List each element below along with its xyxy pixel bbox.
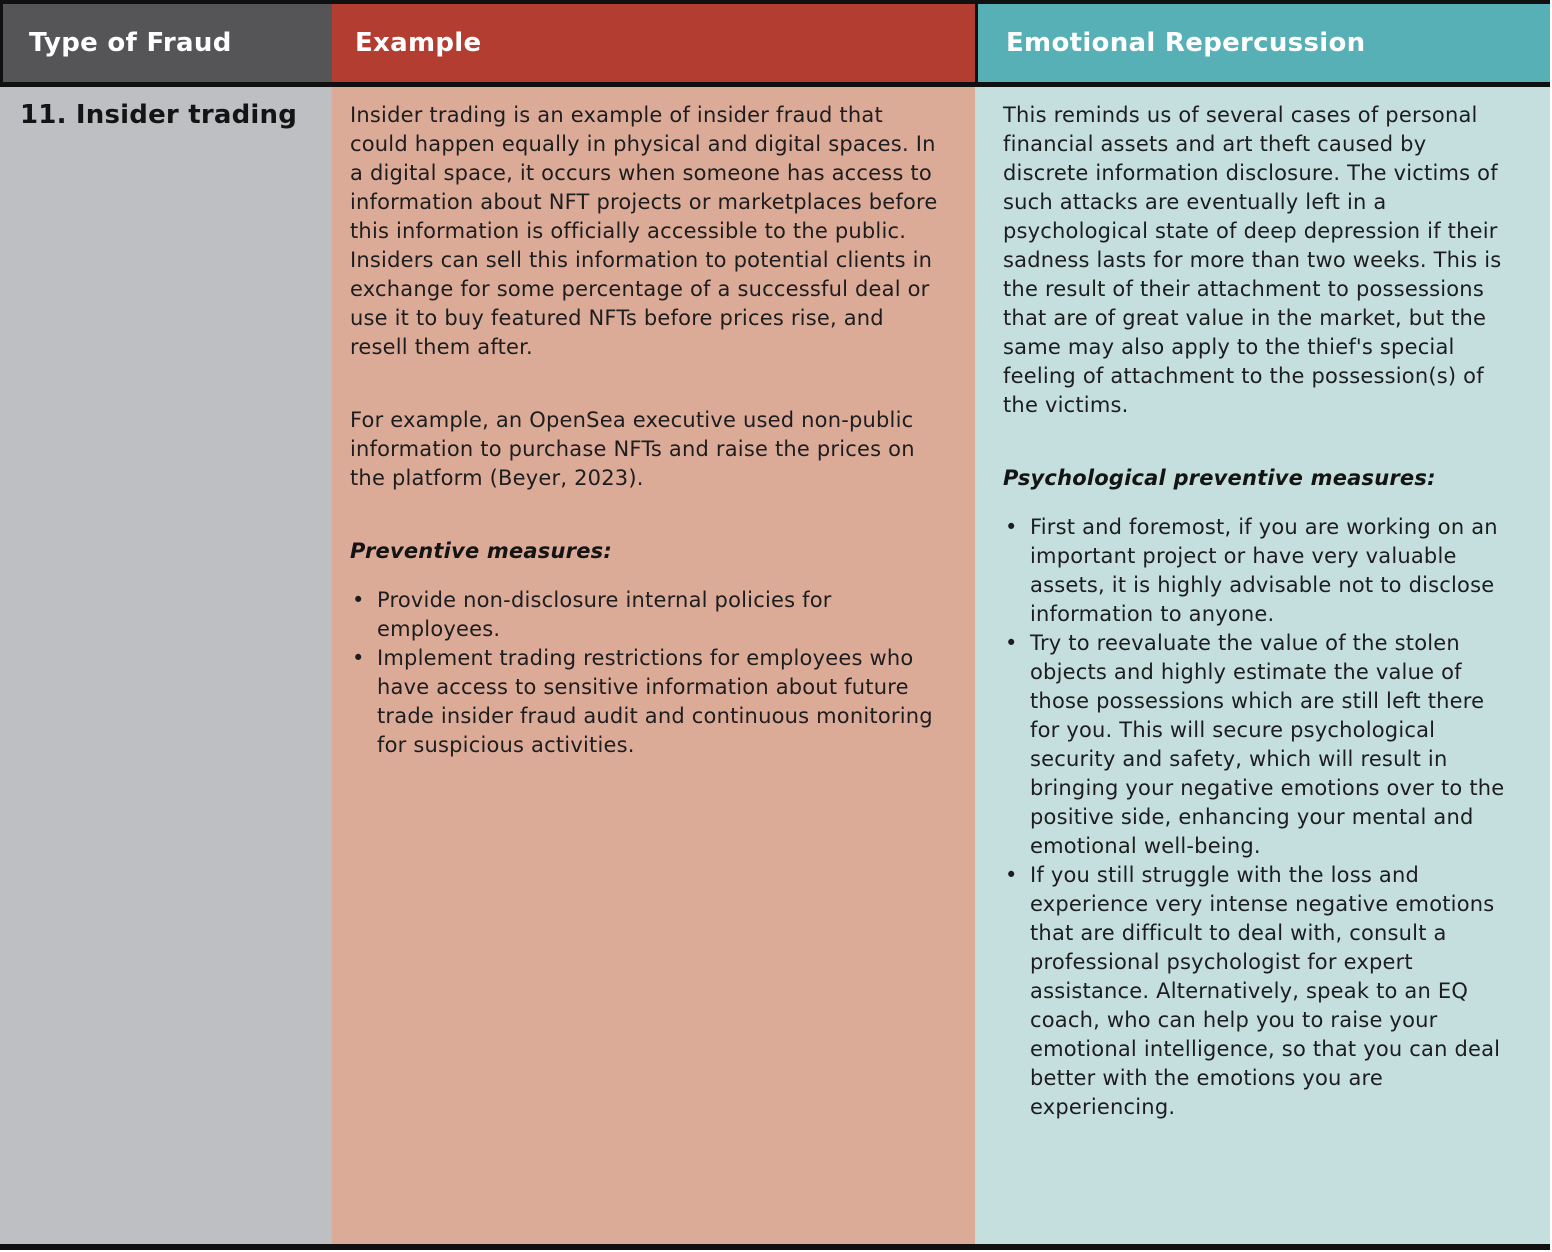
cell-fraud-type <box>0 87 332 1244</box>
fraud-type-title: 11. Insider trading <box>20 100 298 130</box>
cell-example <box>332 87 975 1244</box>
bullet-item: • First and foremost, if you are working on an important project or have very valuable assets, it is highly advisable not to disclose information to anyone. <box>1003 513 1512 629</box>
table-body-row <box>0 87 1550 1244</box>
emotional-paragraph-1: This reminds us of several cases of personal financial assets and art theft caused by discrete information disclosure. The victims of such attacks are eventually left in a psychological state of deep depression if their sadness lasts for more than two weeks. This is the result of their attachment to possessions that are of great value in the market, but the same may also apply to the thief's special feeling of attachment to the possession(s) of the victims. <box>1003 103 1502 417</box>
bullet-item: • Implement trading restrictions for employees who have access to sensitive information about future trade insider fraud audit and continuous monitoring for suspicious activities. <box>350 644 945 760</box>
bullet-item: • Try to reevaluate the value of the stolen objects and highly estimate the value of those possessions which are still left there for you. This will secure psychological security and safety, which will result in bringing your negative emotions over to the positive side, enhancing your mental and emotional well-being. <box>1003 629 1512 861</box>
example-paragraph-2: For example, an OpenSea executive used non-public information to purchase NFTs and raise the prices on the platform (Beyer, 2023). <box>350 408 915 490</box>
header-example: Example <box>332 4 975 82</box>
psychological-preventive-measures-heading: Psychological preventive measures: <box>1003 466 1436 490</box>
bullet-item: • If you still struggle with the loss and experience very intense negative emotions that are difficult to deal with, consult a professional psychologist for expert assistance. Alternatively, speak to an EQ coach, who can help you to raise your emotional intelligence, so that you can deal better with the emotions you are experiencing. <box>1003 861 1512 1122</box>
header-type-of-fraud: Type of Fraud <box>0 4 332 82</box>
example-paragraph-1: Insider trading is an example of insider fraud that could happen equally in physical and digital spaces. In a digital space, it occurs when someone has access to information about NFT projects or marketplaces before this information is officially accessible to the public. Insiders can sell this information to potential clients in exchange for some percentage of a successful deal or use it to buy featured NFTs before prices rise, and resell them after. <box>350 103 938 359</box>
preventive-measures-heading: Preventive measures: <box>350 539 612 563</box>
table-header-row <box>0 4 1550 87</box>
header-emotional-repercussion: Emotional Repercussion <box>975 4 1550 82</box>
bullet-item: • Provide non-disclosure internal policies for employees. <box>350 586 945 644</box>
preventive-measures-list <box>350 586 945 760</box>
psychological-measures-list <box>1003 513 1512 1122</box>
cell-emotional-repercussion <box>975 87 1550 1244</box>
